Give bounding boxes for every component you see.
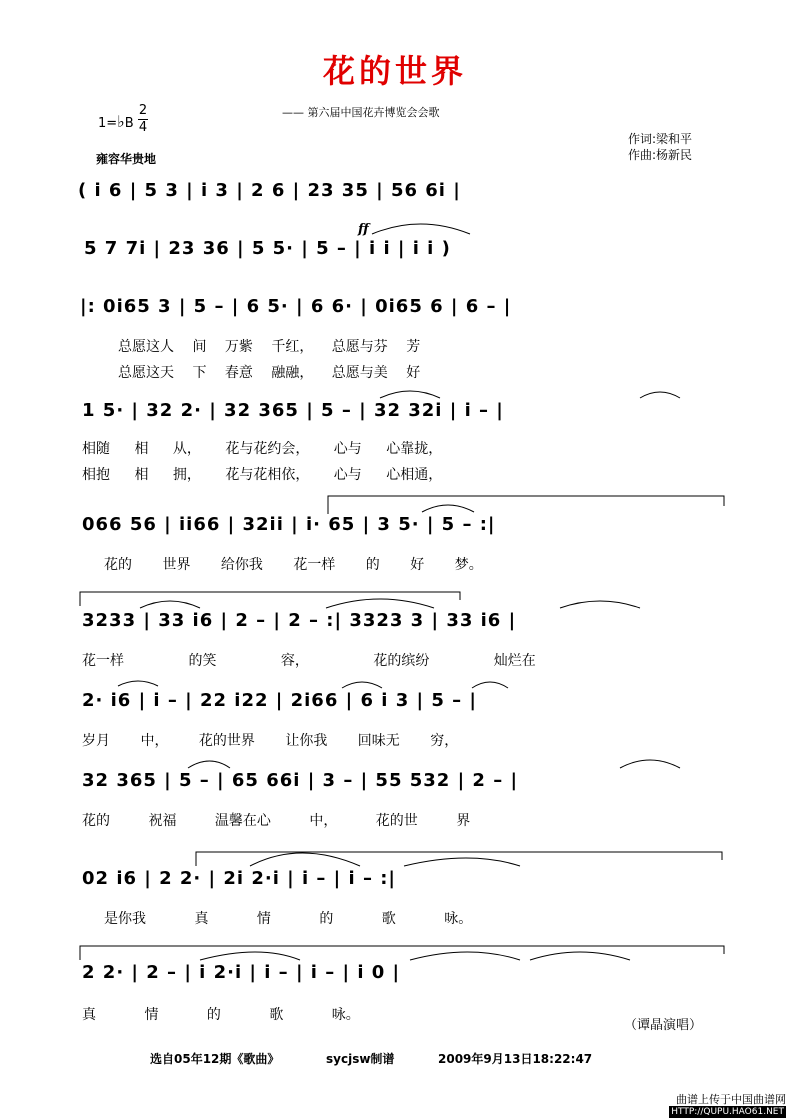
flat-icon: ♭ bbox=[117, 112, 125, 131]
lyric-row-7: 是你我 真 情 的 歌 咏。 bbox=[104, 911, 473, 927]
slur bbox=[118, 681, 158, 686]
song-subtitle: —— 第六届中国花卉博览会会歌 bbox=[282, 106, 440, 119]
time-denominator: 4 bbox=[138, 120, 148, 135]
lyric-row-2a: 相随 相 从， 花与花约会， 心与 心靠拢， bbox=[82, 441, 443, 457]
slur bbox=[410, 952, 520, 960]
watermark-line1: 曲谱上传于中国曲谱网 bbox=[676, 1093, 786, 1106]
slur bbox=[250, 853, 360, 866]
volta-bracket-4 bbox=[80, 946, 724, 960]
notation-row-1: ( i 6 | 5 3 | i 3 | 2 6 | 23 35 | 56 6i | bbox=[78, 180, 461, 201]
key-note: B bbox=[124, 116, 134, 131]
lyric-row-6: 花的 祝福 温馨在心 中， 花的世 界 bbox=[82, 813, 471, 829]
slur bbox=[380, 391, 440, 398]
lyric-row-1b: 总愿这天 下 春意 融融， 总愿与美 好 bbox=[118, 365, 421, 381]
slur bbox=[422, 505, 474, 512]
slur bbox=[342, 682, 382, 688]
volta-bracket-2 bbox=[80, 592, 460, 606]
slur bbox=[560, 601, 640, 608]
notation-row-10: 2 2· | 2 – | i 2·i | i – | i – | i 0 | bbox=[82, 962, 401, 983]
notation-row-3: |: 0i65 3 | 5 – | 6 5· | 6 6· | 0i65 6 | 6 – | bbox=[80, 296, 512, 317]
volta-bracket-3 bbox=[196, 852, 722, 866]
notation-row-9: 02 i6 | 2 2· | 2i 2·i | i – | i – :| bbox=[82, 868, 396, 889]
notation-row-2: 5 7 7i | 23 36 | 5 5· | 5 – | i i | i i ) bbox=[84, 238, 451, 259]
slur bbox=[200, 952, 300, 960]
transcriber-note: sycjsw制谱 bbox=[326, 1052, 395, 1066]
slur bbox=[530, 952, 630, 960]
lyric-row-1a: 总愿这人 间 万紫 千红， 总愿与芬 芳 bbox=[118, 339, 421, 355]
singer-credit: （谭晶演唱） bbox=[624, 1018, 703, 1033]
lyric-row-2b: 相抱 相 拥， 花与花相依， 心与 心相通， bbox=[82, 467, 443, 483]
lyric-row-4: 花一样 的笑 容， 花的缤纷 灿烂在 bbox=[82, 653, 536, 669]
volta-bracket-1 bbox=[328, 496, 724, 514]
key-prefix: 1= bbox=[98, 116, 118, 131]
slur bbox=[372, 224, 470, 234]
date-note: 2009年9月13日18:22:47 bbox=[438, 1052, 593, 1066]
notation-row-7: 2· i6 | i – | 22 i22 | 2i66 | 6 i 3 | 5 – | bbox=[82, 690, 477, 711]
slur bbox=[326, 599, 434, 608]
lyricist-credit: 作词:梁和平 bbox=[628, 132, 693, 146]
lyric-row-8: 真 情 的 歌 咏。 bbox=[82, 1007, 360, 1023]
lyric-row-5: 岁月 中， 花的世界 让你我 回味无 穷， bbox=[82, 733, 459, 749]
slur bbox=[472, 682, 508, 688]
site-watermark bbox=[669, 1094, 786, 1118]
notation-row-4: 1 5· | 32 2· | 32 365 | 5 – | 32 32i | i – | bbox=[82, 400, 504, 421]
composer-credit: 作曲:杨新民 bbox=[628, 148, 693, 162]
slur bbox=[620, 760, 680, 768]
lyric-row-3: 花的 世界 给你我 花一样 的 好 梦。 bbox=[104, 557, 483, 573]
notation-row-6: 3233 | 33 i6 | 2 – | 2 – :| 3323 3 | 33 i6 | bbox=[82, 610, 517, 631]
dynamic-marking: ff bbox=[358, 222, 369, 237]
slur bbox=[640, 392, 680, 398]
slur bbox=[404, 858, 520, 866]
time-numerator: 2 bbox=[138, 103, 148, 118]
watermark-line2: HTTP://QUPU.HAO61.NET bbox=[671, 1107, 784, 1117]
slur bbox=[140, 601, 200, 608]
source-note: 选自05年12期《歌曲》 bbox=[150, 1052, 280, 1066]
notation-row-8: 32 365 | 5 – | 65 66i | 3 – | 55 532 | 2 – | bbox=[82, 770, 519, 791]
notation-row-5: 066 56 | ii66 | 32ii | i· 65 | 3 5· | 5 – :| bbox=[82, 514, 496, 535]
tempo-marking: 雍容华贵地 bbox=[96, 152, 157, 166]
song-title: 花的世界 bbox=[322, 52, 467, 90]
slur bbox=[188, 761, 230, 768]
